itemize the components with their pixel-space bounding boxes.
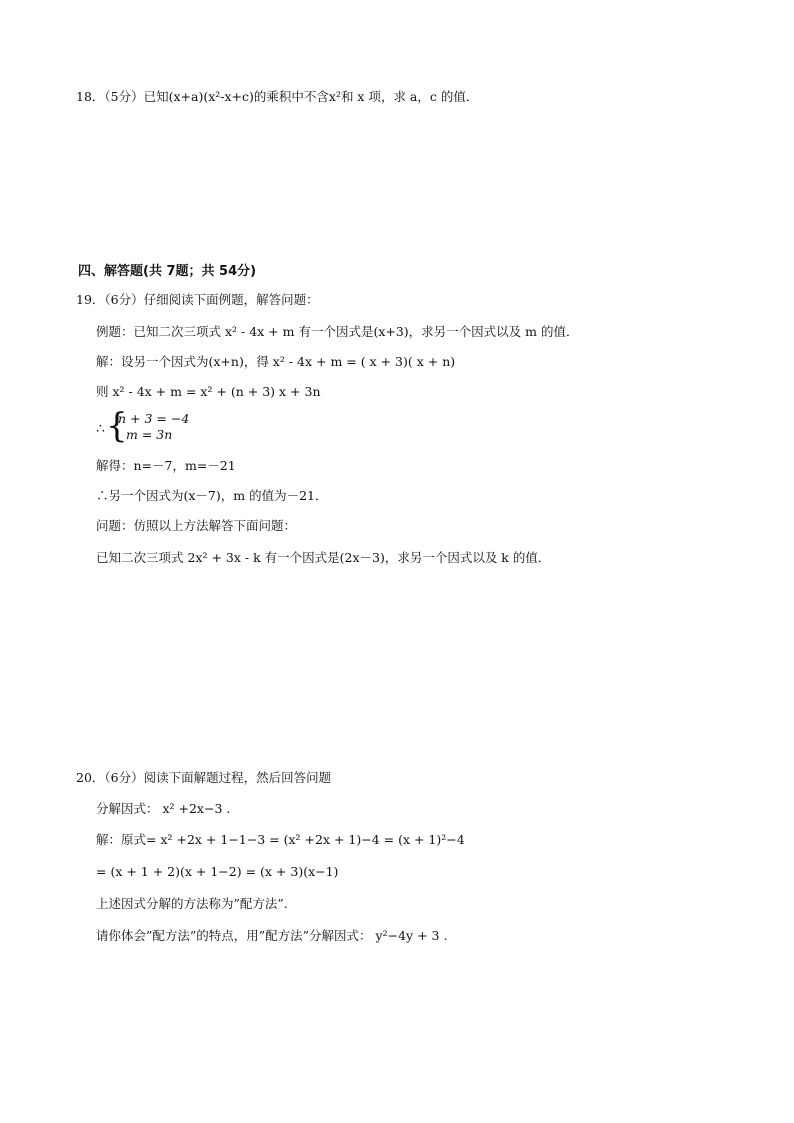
- example-text: 例题：已知二次三项式 x² - 4x + m 有一个因式是(x+3)，求另一个因式以及 m 的值．: [96, 324, 579, 339]
- solution-step-2: 则 x² - 4x + m = x² + (n + 3) x + 3n: [96, 384, 321, 399]
- section-title: 四、解答题(共 7题；共 54分): [78, 264, 257, 279]
- solution-line-1: 解：原式= x² +2x + 1−1−3 = (x² +2x + 1)−4 = (x + 1)²−4: [96, 832, 465, 847]
- task-text: 请你体会”配方法”的特点，用”配方法”分解因式： y²−4y + 3 .: [96, 928, 448, 943]
- problem-text: 已知二次三项式 2x² + 3x - k 有一个因式是(2x－3)，求另一个因式以及 k 的值．: [96, 550, 551, 565]
- solution-step-1: 解：设另一个因式为(x+n)，得 x² - 4x + m = ( x + 3)( x + n): [96, 354, 456, 369]
- left-brace: {: [106, 406, 128, 446]
- system-equation-1: n + 3 = −4: [118, 411, 190, 426]
- factor-prompt: 分解因式： x² +2x−3 .: [96, 801, 231, 816]
- question-19-header: 19．（6分）仔细阅读下面例题，解答问题：: [76, 292, 319, 307]
- method-note: 上述因式分解的方法称为”配方法”.: [96, 896, 288, 911]
- question-20-header: 20．（6分）阅读下面解题过程，然后回答问题: [76, 770, 332, 785]
- solution-line-2: = (x + 1 + 2)(x + 1−2) = (x + 3)(x−1): [96, 864, 339, 879]
- therefore-symbol: ∴: [96, 421, 105, 437]
- question-18: 18．（5分）已知(x+a)(x²-x+c)的乘积中不含x²和 x 项，求 a，c 的值．: [76, 89, 479, 104]
- solved-values: 解得：n=－7，m=－21: [96, 458, 236, 473]
- conclusion-text: ∴另一个因式为(x－7)，m 的值为－21．: [96, 488, 328, 503]
- question-label: 问题：仿照以上方法解答下面问题：: [96, 518, 297, 533]
- system-equation-2: m = 3n: [126, 427, 173, 442]
